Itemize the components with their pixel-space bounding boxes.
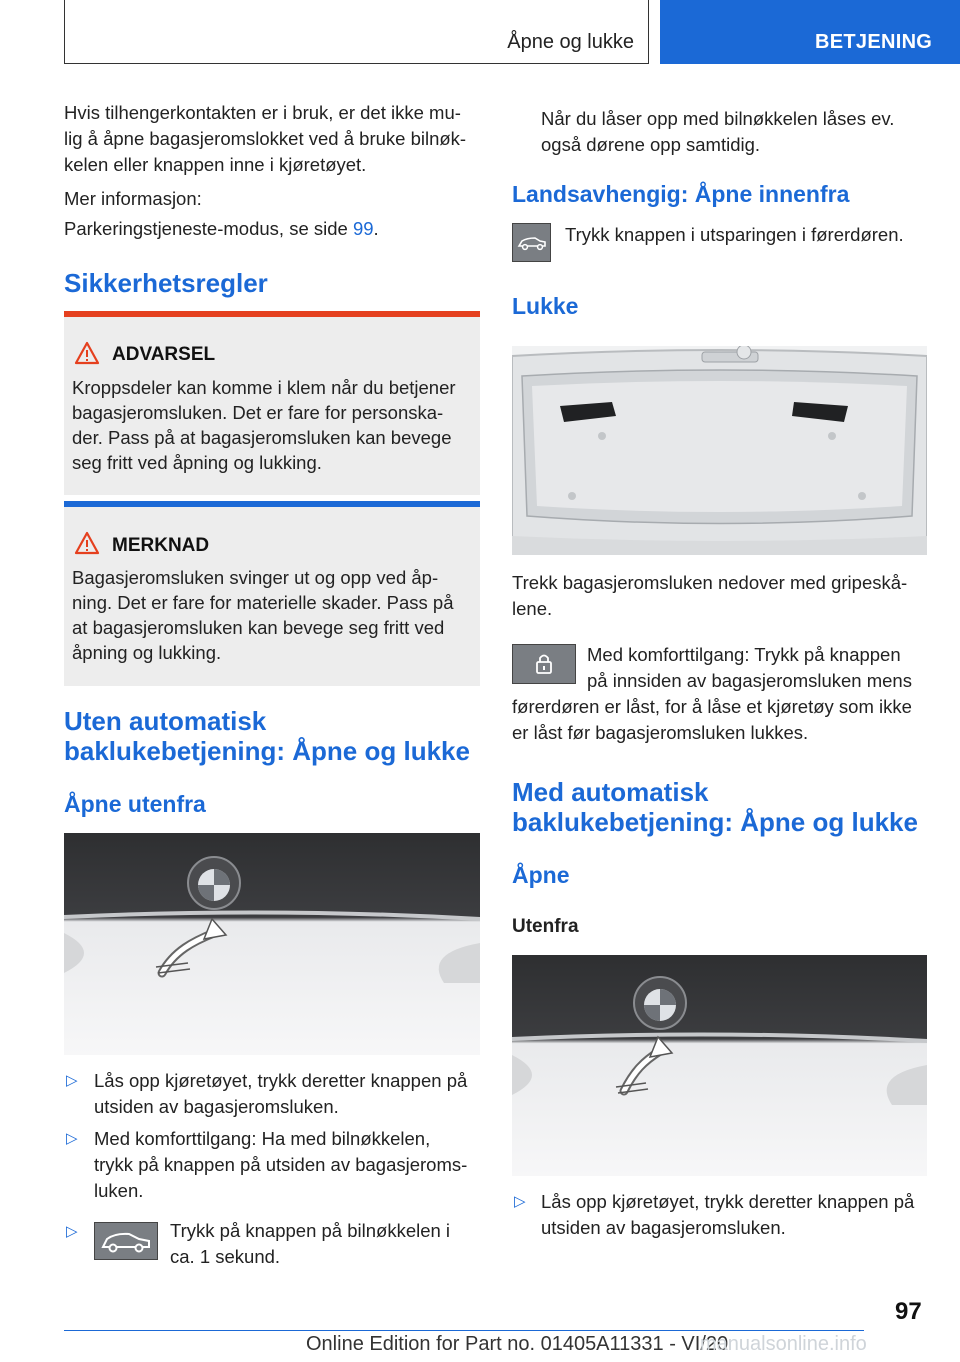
- warning-text: [72, 375, 472, 475]
- note-title: MERKNAD: [112, 535, 210, 556]
- warning-box: [64, 311, 480, 495]
- inside-open-text: Trykk knappen i utsparingen i førerdøren.: [565, 224, 904, 245]
- open-heading: Åpne: [512, 862, 570, 888]
- right-step-line-2: utsiden av bagasjeromsluken.: [541, 1217, 786, 1238]
- step-1-line-1: Lås opp kjøretøyet, trykk deretter knappen på: [94, 1070, 468, 1091]
- header-chapter-title: BETJENING: [815, 31, 933, 53]
- step-2-line-1: Med komforttilgang: Ha med bilnøkkelen,: [94, 1128, 431, 1149]
- note-box: [64, 501, 480, 686]
- lock-button-icon: [512, 644, 576, 684]
- intro-line-2: lig å åpne bagasjeromslokket ved å bruke bilnøk-: [64, 128, 467, 149]
- trunk-lid-inside-illustration: [512, 346, 927, 555]
- right-top-line-1: Når du låser opp med bilnøkkelen låses ev.: [541, 108, 895, 129]
- country-heading: Landsavhengig: Åpne innenfra: [512, 181, 850, 207]
- outside-subheading: Utenfra: [512, 916, 579, 937]
- step-bullet: ▷: [514, 1193, 526, 1210]
- open-outside-heading: Åpne utenfra: [64, 791, 206, 817]
- warning-triangle-icon: [74, 341, 100, 365]
- car-trunk-key-button-icon: [94, 1222, 158, 1260]
- notice-triangle-icon: [74, 531, 100, 555]
- comfort-line-2: på innsiden av bagasjeromsluken mens: [587, 670, 912, 691]
- close-caption-line-2: lene.: [512, 598, 553, 619]
- trunk-button-illustration-2: [512, 955, 927, 1176]
- close-heading: Lukke: [512, 293, 579, 319]
- header-section-box: [64, 0, 649, 64]
- step-bullet: ▷: [66, 1223, 78, 1240]
- step-2-line-2: trykk på knappen på utsiden av bagasjeroms-: [94, 1154, 468, 1175]
- manual-heading-line-1: Uten automatisk: [64, 706, 267, 736]
- right-step-line-1: Lås opp kjøretøyet, trykk deretter knappen på: [541, 1191, 915, 1212]
- close-caption-line-1: Trekk bagasjeromsluken nedover med gripeskå-: [512, 572, 908, 593]
- note-text: [72, 565, 472, 665]
- warning-title: ADVARSEL: [112, 344, 216, 365]
- header-chapter-tab[interactable]: [660, 0, 960, 64]
- warning-line: bagasjeromsluken. Det er fare for personska-: [72, 402, 444, 423]
- note-line: åpning og lukking.: [72, 642, 222, 663]
- note-line: ning. Det er fare for materielle skader. Pass på: [72, 592, 454, 613]
- step-1-line-2: utsiden av bagasjeromsluken.: [94, 1096, 339, 1117]
- auto-heading-line-1: Med automatisk: [512, 777, 709, 807]
- comfort-line-3: førerdøren er låst, for å låse et kjøretøy som ikke: [512, 696, 912, 717]
- footer-divider: [64, 1330, 864, 1331]
- intro-line-1: Hvis tilhengerkontakten er i bruk, er det ikke mu-: [64, 102, 461, 123]
- note-line: Bagasjeromsluken svinger ut og opp ved åp-: [72, 567, 439, 588]
- reference-page-link[interactable]: 99: [352, 218, 374, 239]
- header-section-title: Åpne og lukke: [507, 31, 634, 53]
- reference-end: .: [373, 218, 379, 239]
- more-info-label: Mer informasjon:: [64, 188, 202, 209]
- step-3-line-1: Trykk på knappen på bilnøkkelen i: [170, 1220, 451, 1241]
- auto-heading-line-2: baklukebetjening: Åpne og lukke: [512, 807, 918, 837]
- step-3-line-2: ca. 1 sekund.: [170, 1246, 281, 1267]
- comfort-line-4: er låst før bagasjeromsluken lukkes.: [512, 722, 809, 743]
- warning-line: der. Pass på at bagasjeromsluken kan bevege: [72, 427, 452, 448]
- step-2-line-3: luken.: [94, 1180, 144, 1201]
- right-top-line-2: også dørene opp samtidig.: [541, 134, 761, 155]
- warning-line: Kroppsdeler kan komme i klem når du betjener: [72, 377, 456, 398]
- watermark: manualsonline.info: [700, 1333, 867, 1355]
- step-bullet: ▷: [66, 1072, 78, 1089]
- car-door-button-icon: [512, 223, 551, 262]
- trunk-button-illustration: [64, 833, 480, 1055]
- comfort-line-1: Med komforttilgang: Trykk på knappen: [587, 644, 901, 665]
- manual-heading-line-2: baklukebetjening: Åpne og lukke: [64, 736, 470, 766]
- warning-line: seg fritt ved åpning og lukking.: [72, 452, 322, 473]
- reference-line: [64, 216, 379, 241]
- intro-line-3: kelen eller knappen inne i kjøretøyet.: [64, 154, 367, 175]
- step-bullet: ▷: [66, 1130, 78, 1147]
- reference-text: Parkeringstjeneste-modus, se side: [64, 218, 353, 239]
- safety-heading: Sikkerhetsregler: [64, 268, 268, 298]
- note-line: at bagasjeromsluken kan bevege seg fritt ved: [72, 617, 445, 638]
- page-number: 97: [895, 1298, 922, 1325]
- footer-edition: Online Edition for Part no. 01405A11331 - VI/20: [306, 1333, 729, 1355]
